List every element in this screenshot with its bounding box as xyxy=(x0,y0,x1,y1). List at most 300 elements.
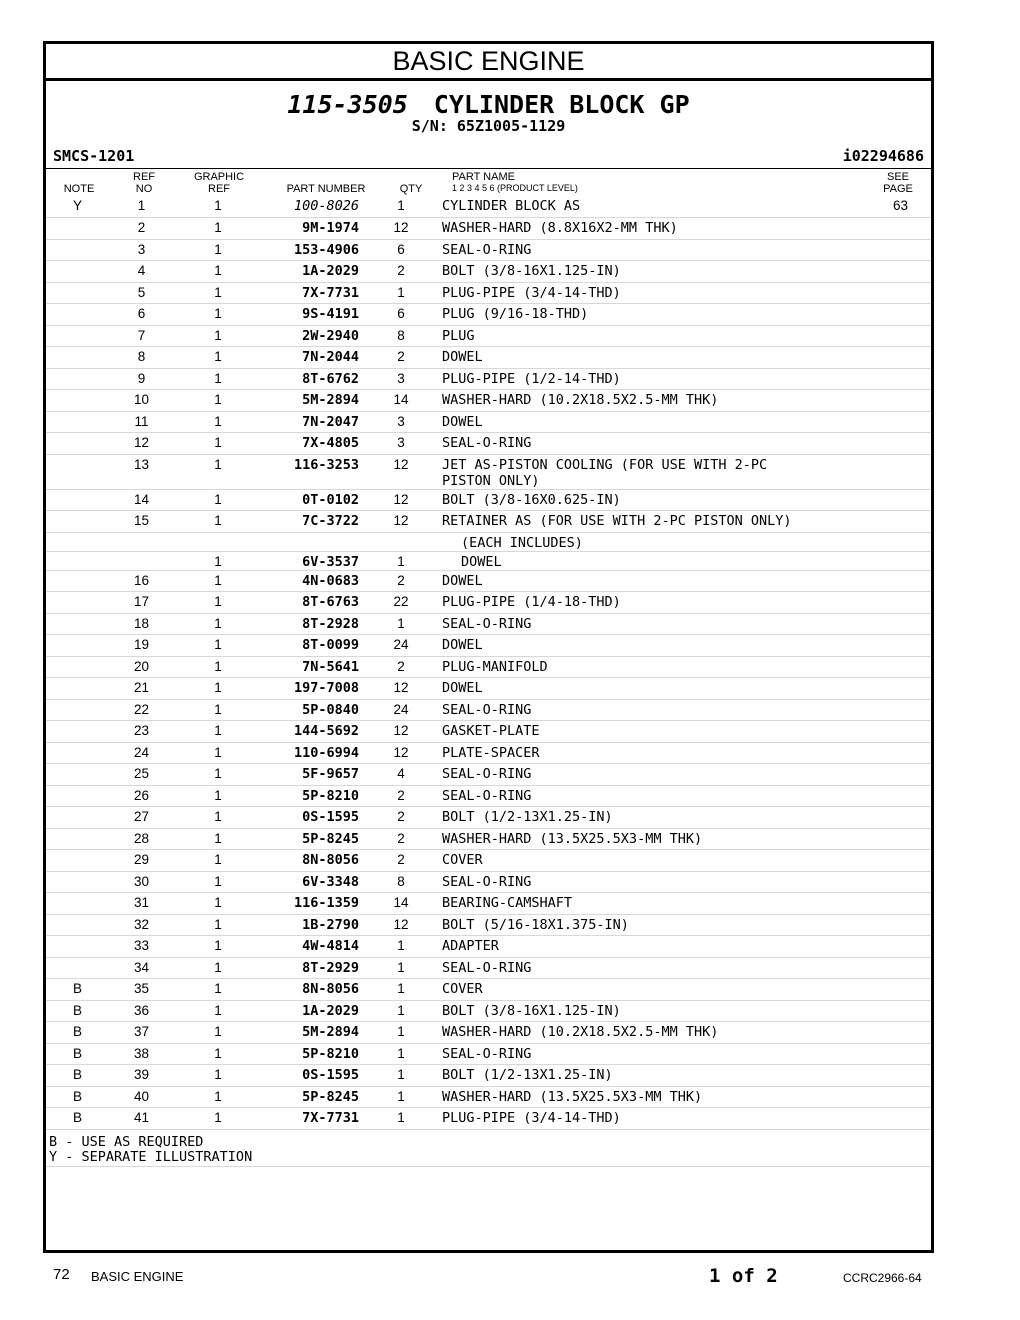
note-cell xyxy=(46,551,109,570)
header-part-name: PART NAME xyxy=(452,171,515,183)
note-cell xyxy=(46,282,109,304)
ref-no-cell: 22 xyxy=(109,699,174,721)
see-page-cell xyxy=(870,511,931,533)
ref-no-cell: 27 xyxy=(109,807,174,829)
see-page-cell xyxy=(870,721,931,743)
part-name-cell: SEAL-O-RING xyxy=(430,239,870,261)
part-name-cell: JET AS-PISTON COOLING (FOR USE WITH 2-PC PISTON ONLY) xyxy=(430,454,870,489)
part-name-cell: SEAL-O-RING xyxy=(430,957,870,979)
graphic-ref-cell: 1 xyxy=(174,850,262,872)
parts-table-body xyxy=(46,196,931,1129)
part-number-cell: 4N-0683 xyxy=(262,570,372,592)
part-name-cell: DOWEL xyxy=(430,635,870,657)
table-row xyxy=(46,613,931,635)
see-page-cell xyxy=(870,807,931,829)
qty-cell: 24 xyxy=(372,635,430,657)
see-page-cell xyxy=(870,1065,931,1087)
note-cell xyxy=(46,433,109,455)
header-see-page-line1: SEE xyxy=(886,171,909,183)
ref-no-cell: 29 xyxy=(109,850,174,872)
part-number-cell: 7C-3722 xyxy=(262,511,372,533)
ref-no-cell: 24 xyxy=(109,742,174,764)
part-number-cell: 6V-3537 xyxy=(262,551,372,570)
table-row xyxy=(46,433,931,455)
part-number-cell: 8T-2929 xyxy=(262,957,372,979)
group-title xyxy=(46,90,931,120)
ref-no-cell: 3 xyxy=(109,239,174,261)
ref-no-cell: 39 xyxy=(109,1065,174,1087)
part-number-cell: 5P-8245 xyxy=(262,1086,372,1108)
part-name-cell: DOWEL xyxy=(430,551,870,570)
part-number-cell: 7N-2047 xyxy=(262,411,372,433)
ref-no-cell: 10 xyxy=(109,390,174,412)
table-row xyxy=(46,699,931,721)
graphic-ref-cell: 1 xyxy=(174,742,262,764)
part-number-cell: 5P-8245 xyxy=(262,828,372,850)
table-row xyxy=(46,304,931,326)
table-row xyxy=(46,239,931,261)
ref-no-cell xyxy=(109,532,174,551)
graphic-ref-cell: 1 xyxy=(174,218,262,240)
part-number-cell: 1B-2790 xyxy=(262,914,372,936)
ref-no-cell: 20 xyxy=(109,656,174,678)
graphic-ref-cell: 1 xyxy=(174,828,262,850)
note-cell xyxy=(46,304,109,326)
qty-cell: 1 xyxy=(372,196,430,218)
graphic-ref-cell: 1 xyxy=(174,347,262,369)
see-page-cell xyxy=(870,532,931,551)
table-row xyxy=(46,1065,931,1087)
graphic-ref-cell: 1 xyxy=(174,914,262,936)
see-page-cell xyxy=(870,1086,931,1108)
ref-no-cell: 30 xyxy=(109,871,174,893)
qty-cell: 1 xyxy=(372,979,430,1001)
ref-no-cell: 32 xyxy=(109,914,174,936)
ref-no-cell: 40 xyxy=(109,1086,174,1108)
qty-cell: 1 xyxy=(372,1000,430,1022)
graphic-ref-cell: 1 xyxy=(174,433,262,455)
part-number-cell: 0S-1595 xyxy=(262,1065,372,1087)
table-row xyxy=(46,489,931,511)
note-cell xyxy=(46,936,109,958)
ref-no-cell: 33 xyxy=(109,936,174,958)
part-name-cell: WASHER-HARD (13.5X25.5X3-MM THK) xyxy=(430,828,870,850)
illustration-id: i02294686 xyxy=(842,147,924,165)
graphic-ref-cell: 1 xyxy=(174,592,262,614)
smcs-code: SMCS-1201 xyxy=(53,147,135,165)
graphic-ref-cell: 1 xyxy=(174,656,262,678)
part-name-cell: (EACH INCLUDES) xyxy=(430,532,870,551)
ref-no-cell xyxy=(109,551,174,570)
header-part-number: PART NUMBER xyxy=(286,183,366,195)
qty-cell: 12 xyxy=(372,678,430,700)
note-cell xyxy=(46,489,109,511)
note-cell xyxy=(46,239,109,261)
graphic-ref-cell: 1 xyxy=(174,325,262,347)
part-name-cell: WASHER-HARD (8.8X16X2-MM THK) xyxy=(430,218,870,240)
graphic-ref-cell: 1 xyxy=(174,368,262,390)
part-number-cell: 197-7008 xyxy=(262,678,372,700)
table-row xyxy=(46,1000,931,1022)
qty-cell: 8 xyxy=(372,871,430,893)
note-cell: B xyxy=(46,1108,109,1130)
table-row xyxy=(46,785,931,807)
see-page-cell xyxy=(870,239,931,261)
qty-cell: 2 xyxy=(372,807,430,829)
note-cell xyxy=(46,592,109,614)
note-cell: B xyxy=(46,1086,109,1108)
see-page-cell xyxy=(870,1043,931,1065)
part-number-cell: 6V-3348 xyxy=(262,871,372,893)
see-page-cell xyxy=(870,325,931,347)
part-name-cell: PLUG-PIPE (1/2-14-THD) xyxy=(430,368,870,390)
ref-no-cell: 26 xyxy=(109,785,174,807)
table-row xyxy=(46,807,931,829)
qty-cell: 3 xyxy=(372,433,430,455)
qty-cell: 12 xyxy=(372,914,430,936)
part-number-cell: 8N-8056 xyxy=(262,979,372,1001)
note-cell xyxy=(46,871,109,893)
header-see-page xyxy=(878,171,918,195)
table-row xyxy=(46,635,931,657)
see-page-cell xyxy=(870,936,931,958)
header-divider xyxy=(46,168,931,169)
ref-no-cell: 28 xyxy=(109,828,174,850)
header-ref-no-line2: NO xyxy=(135,183,153,195)
part-name-cell: PLUG-PIPE (3/4-14-THD) xyxy=(430,282,870,304)
part-name-cell: RETAINER AS (FOR USE WITH 2-PC PISTON ONLY) xyxy=(430,511,870,533)
part-name-cell: BOLT (3/8-16X0.625-IN) xyxy=(430,489,870,511)
part-number-cell: 8T-0099 xyxy=(262,635,372,657)
see-page-cell xyxy=(870,282,931,304)
see-page-cell xyxy=(870,570,931,592)
part-name-cell: BOLT (1/2-13X1.25-IN) xyxy=(430,1065,870,1087)
graphic-ref-cell: 1 xyxy=(174,979,262,1001)
part-name-cell: CYLINDER BLOCK AS xyxy=(430,196,870,218)
graphic-ref-cell: 1 xyxy=(174,511,262,533)
part-name-cell: DOWEL xyxy=(430,570,870,592)
note-cell xyxy=(46,742,109,764)
qty-cell: 12 xyxy=(372,742,430,764)
header-qty: QTY xyxy=(399,183,423,195)
part-name-cell: SEAL-O-RING xyxy=(430,699,870,721)
graphic-ref-cell: 1 xyxy=(174,1022,262,1044)
serial-range: S/N: 65Z1005-1129 xyxy=(411,117,566,135)
note-cell xyxy=(46,957,109,979)
part-name-cell: SEAL-O-RING xyxy=(430,613,870,635)
part-name-cell: PLUG (9/16-18-THD) xyxy=(430,304,870,326)
meta-row xyxy=(53,147,924,167)
see-page-cell xyxy=(870,893,931,915)
see-page-cell xyxy=(870,828,931,850)
see-page-cell xyxy=(870,489,931,511)
part-number-cell: 8N-8056 xyxy=(262,850,372,872)
note-cell xyxy=(46,699,109,721)
table-row xyxy=(46,551,931,570)
part-name-cell: PLATE-SPACER xyxy=(430,742,870,764)
qty-cell: 1 xyxy=(372,613,430,635)
note-cell xyxy=(46,532,109,551)
note-cell xyxy=(46,893,109,915)
part-number-cell: 100-8026 xyxy=(262,196,372,218)
ref-no-cell: 14 xyxy=(109,489,174,511)
ref-no-cell: 19 xyxy=(109,635,174,657)
graphic-ref-cell: 1 xyxy=(174,196,262,218)
see-page-cell xyxy=(870,979,931,1001)
table-row xyxy=(46,656,931,678)
graphic-ref-cell: 1 xyxy=(174,807,262,829)
see-page-cell xyxy=(870,218,931,240)
qty-cell: 2 xyxy=(372,656,430,678)
graphic-ref-cell: 1 xyxy=(174,1043,262,1065)
qty-cell: 2 xyxy=(372,347,430,369)
ref-no-cell: 25 xyxy=(109,764,174,786)
qty-cell: 12 xyxy=(372,721,430,743)
part-number-cell: 5F-9657 xyxy=(262,764,372,786)
see-page-cell xyxy=(870,613,931,635)
qty-cell: 12 xyxy=(372,511,430,533)
part-number-cell: 7X-7731 xyxy=(262,282,372,304)
part-number-cell: 0S-1595 xyxy=(262,807,372,829)
graphic-ref-cell: 1 xyxy=(174,570,262,592)
part-number-cell: 9M-1974 xyxy=(262,218,372,240)
part-name-cell: DOWEL xyxy=(430,347,870,369)
qty-cell: 2 xyxy=(372,850,430,872)
part-name-cell: WASHER-HARD (10.2X18.5X2.5-MM THK) xyxy=(430,1022,870,1044)
part-number-cell: 8T-6763 xyxy=(262,592,372,614)
table-row xyxy=(46,454,931,489)
part-name-cell: PLUG-PIPE (3/4-14-THD) xyxy=(430,1108,870,1130)
ref-no-cell: 4 xyxy=(109,261,174,283)
see-page-cell xyxy=(870,454,931,489)
note-cell xyxy=(46,261,109,283)
part-number-cell: 1A-2029 xyxy=(262,261,372,283)
part-name-cell: SEAL-O-RING xyxy=(430,871,870,893)
part-name-cell: BOLT (1/2-13X1.25-IN) xyxy=(430,807,870,829)
table-row xyxy=(46,390,931,412)
qty-cell: 22 xyxy=(372,592,430,614)
part-number-cell: 7N-2044 xyxy=(262,347,372,369)
header-note: NOTE xyxy=(63,183,95,195)
ref-no-cell: 36 xyxy=(109,1000,174,1022)
parts-page-frame xyxy=(43,41,934,1253)
part-number-cell: 116-3253 xyxy=(262,454,372,489)
table-row xyxy=(46,261,931,283)
table-row xyxy=(46,893,931,915)
note-cell: B xyxy=(46,1022,109,1044)
graphic-ref-cell: 1 xyxy=(174,699,262,721)
note-cell xyxy=(46,454,109,489)
ref-no-cell: 17 xyxy=(109,592,174,614)
part-name-cell: PLUG-PIPE (1/4-18-THD) xyxy=(430,592,870,614)
graphic-ref-cell: 1 xyxy=(174,1108,262,1130)
see-page-cell xyxy=(870,656,931,678)
ref-no-cell: 6 xyxy=(109,304,174,326)
qty-cell: 2 xyxy=(372,570,430,592)
ref-no-cell: 34 xyxy=(109,957,174,979)
group-name: CYLINDER BLOCK GP xyxy=(433,90,690,119)
qty-cell: 1 xyxy=(372,551,430,570)
qty-cell: 24 xyxy=(372,699,430,721)
table-row xyxy=(46,979,931,1001)
graphic-ref-cell: 1 xyxy=(174,613,262,635)
table-row xyxy=(46,368,931,390)
see-page-cell xyxy=(870,1022,931,1044)
graphic-ref-cell: 1 xyxy=(174,390,262,412)
qty-cell: 1 xyxy=(372,1022,430,1044)
header-product-level: 1 2 3 4 5 6 (PRODUCT LEVEL) xyxy=(452,183,578,193)
table-row xyxy=(46,721,931,743)
qty-cell: 1 xyxy=(372,1043,430,1065)
see-page-cell xyxy=(870,1000,931,1022)
note-cell xyxy=(46,347,109,369)
part-number-cell: 5M-2894 xyxy=(262,1022,372,1044)
table-row xyxy=(46,1022,931,1044)
see-page-cell xyxy=(870,957,931,979)
note-cell xyxy=(46,390,109,412)
part-name-cell: BEARING-CAMSHAFT xyxy=(430,893,870,915)
ref-no-cell: 23 xyxy=(109,721,174,743)
part-name-cell: SEAL-O-RING xyxy=(430,433,870,455)
section-title: BASIC ENGINE xyxy=(46,44,931,81)
ref-no-cell: 16 xyxy=(109,570,174,592)
part-number-cell: 9S-4191 xyxy=(262,304,372,326)
graphic-ref-cell: 1 xyxy=(174,871,262,893)
note-cell: B xyxy=(46,979,109,1001)
table-row xyxy=(46,957,931,979)
qty-cell: 3 xyxy=(372,368,430,390)
note-cell xyxy=(46,656,109,678)
part-name-cell: SEAL-O-RING xyxy=(430,1043,870,1065)
header-ref-no xyxy=(124,171,164,195)
part-name-cell: PLUG-MANIFOLD xyxy=(430,656,870,678)
qty-cell: 2 xyxy=(372,261,430,283)
graphic-ref-cell: 1 xyxy=(174,678,262,700)
graphic-ref-cell xyxy=(174,532,262,551)
qty-cell: 3 xyxy=(372,411,430,433)
part-name-cell: SEAL-O-RING xyxy=(430,785,870,807)
see-page-cell xyxy=(870,678,931,700)
note-cell xyxy=(46,218,109,240)
see-page-cell xyxy=(870,304,931,326)
part-number-cell: 144-5692 xyxy=(262,721,372,743)
part-number-cell: 5P-8210 xyxy=(262,1043,372,1065)
part-name-cell: GASKET-PLATE xyxy=(430,721,870,743)
see-page-cell xyxy=(870,914,931,936)
ref-no-cell: 13 xyxy=(109,454,174,489)
note-cell xyxy=(46,807,109,829)
ref-no-cell: 7 xyxy=(109,325,174,347)
table-row xyxy=(46,196,931,218)
header-graphic-ref-line2: REF xyxy=(208,183,230,195)
table-row xyxy=(46,871,931,893)
graphic-ref-cell: 1 xyxy=(174,454,262,489)
graphic-ref-cell: 1 xyxy=(174,957,262,979)
ref-no-cell: 1 xyxy=(109,196,174,218)
table-row xyxy=(46,282,931,304)
graphic-ref-cell: 1 xyxy=(174,261,262,283)
table-row xyxy=(46,218,931,240)
ref-no-cell: 9 xyxy=(109,368,174,390)
part-name-cell: SEAL-O-RING xyxy=(430,764,870,786)
qty-cell: 1 xyxy=(372,936,430,958)
header-ref-no-line1: REF xyxy=(133,171,155,183)
graphic-ref-cell: 1 xyxy=(174,635,262,657)
part-number-cell: 1A-2029 xyxy=(262,1000,372,1022)
graphic-ref-cell: 1 xyxy=(174,239,262,261)
qty-cell: 1 xyxy=(372,1086,430,1108)
note-cell: B xyxy=(46,1000,109,1022)
table-row xyxy=(46,592,931,614)
see-page-cell xyxy=(870,785,931,807)
part-number-cell: 4W-4814 xyxy=(262,936,372,958)
graphic-ref-cell: 1 xyxy=(174,1086,262,1108)
table-row xyxy=(46,828,931,850)
qty-cell: 1 xyxy=(372,1108,430,1130)
part-number-cell: 5M-2894 xyxy=(262,390,372,412)
graphic-ref-cell: 1 xyxy=(174,304,262,326)
qty-cell: 14 xyxy=(372,893,430,915)
qty-cell: 6 xyxy=(372,304,430,326)
table-row xyxy=(46,347,931,369)
ref-no-cell: 18 xyxy=(109,613,174,635)
qty-cell: 1 xyxy=(372,1065,430,1087)
graphic-ref-cell: 1 xyxy=(174,1065,262,1087)
see-page-cell xyxy=(870,764,931,786)
note-cell xyxy=(46,764,109,786)
table-row xyxy=(46,764,931,786)
qty-cell: 12 xyxy=(372,454,430,489)
note-cell: B xyxy=(46,1043,109,1065)
ref-no-cell: 38 xyxy=(109,1043,174,1065)
part-number-cell: 0T-0102 xyxy=(262,489,372,511)
part-number-cell: 7N-5641 xyxy=(262,656,372,678)
part-number-cell: 7X-7731 xyxy=(262,1108,372,1130)
see-page-cell xyxy=(870,411,931,433)
note-cell: B xyxy=(46,1065,109,1087)
ref-no-cell: 12 xyxy=(109,433,174,455)
ref-no-cell: 8 xyxy=(109,347,174,369)
qty-cell xyxy=(372,532,430,551)
table-row xyxy=(46,1043,931,1065)
table-row xyxy=(46,570,931,592)
graphic-ref-cell: 1 xyxy=(174,764,262,786)
qty-cell: 8 xyxy=(372,325,430,347)
part-number-cell: 116-1359 xyxy=(262,893,372,915)
graphic-ref-cell: 1 xyxy=(174,1000,262,1022)
table-row xyxy=(46,914,931,936)
part-number-cell: 5P-0840 xyxy=(262,699,372,721)
part-number-cell: 2W-2940 xyxy=(262,325,372,347)
graphic-ref-cell: 1 xyxy=(174,282,262,304)
note-cell xyxy=(46,914,109,936)
see-page-cell: 63 xyxy=(870,196,931,218)
see-page-cell xyxy=(870,261,931,283)
qty-cell: 12 xyxy=(372,218,430,240)
qty-cell: 6 xyxy=(372,239,430,261)
note-cell xyxy=(46,511,109,533)
graphic-ref-cell: 1 xyxy=(174,893,262,915)
note-cell xyxy=(46,828,109,850)
see-page-cell xyxy=(870,742,931,764)
graphic-ref-cell: 1 xyxy=(174,411,262,433)
ref-no-cell: 41 xyxy=(109,1108,174,1130)
part-number-cell: 153-4906 xyxy=(262,239,372,261)
see-page-cell xyxy=(870,433,931,455)
note-cell xyxy=(46,325,109,347)
note-cell xyxy=(46,411,109,433)
notes-divider xyxy=(46,1166,931,1167)
